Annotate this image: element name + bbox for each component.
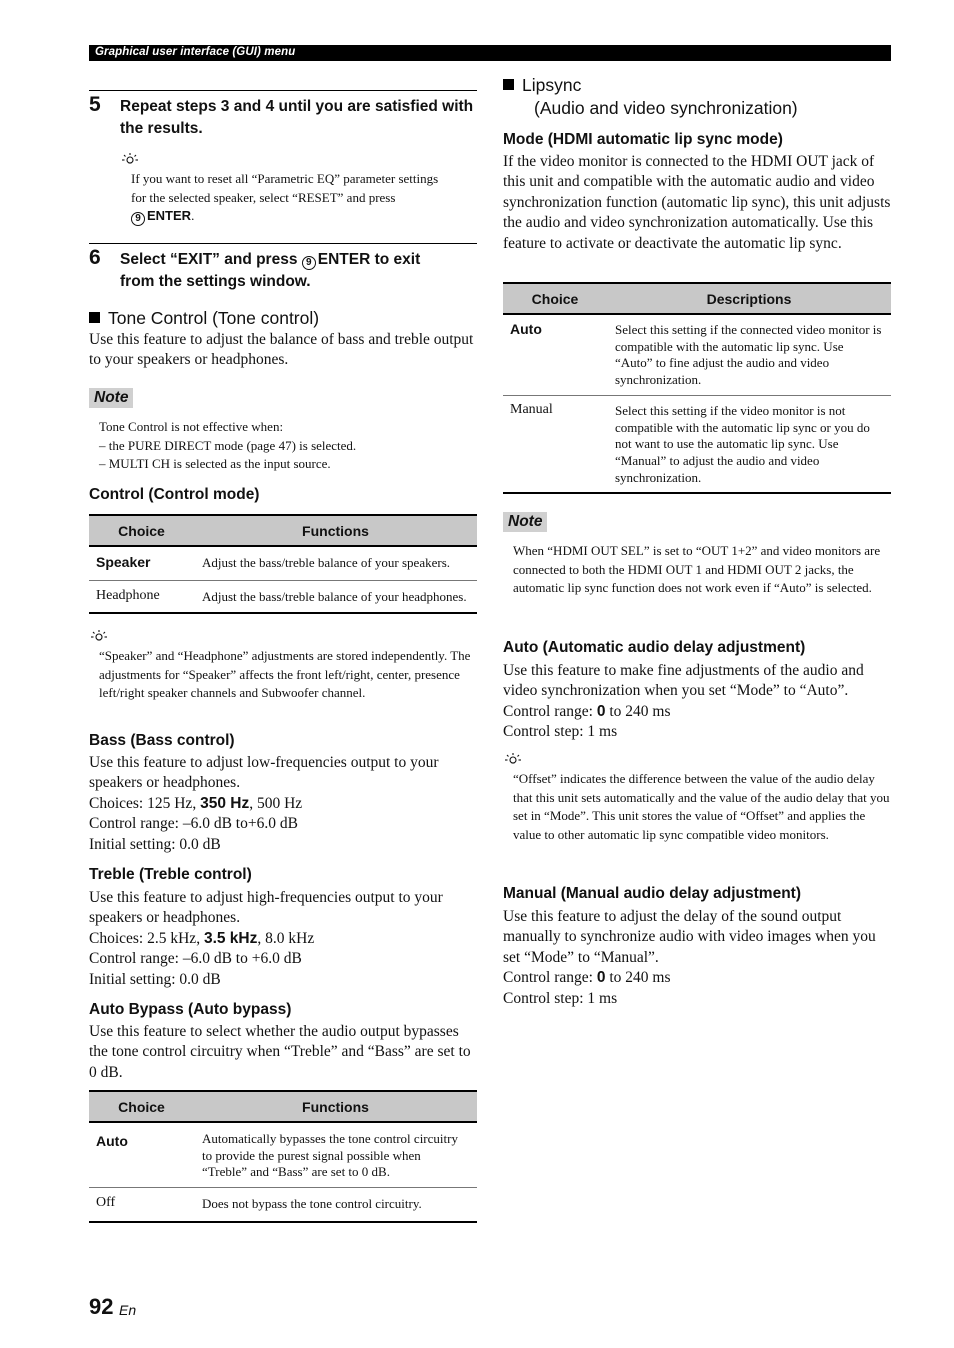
mode-intro: If the video monitor is connected to the HDMI OUT jack of this unit and compatible with the automatic audio and video synchronization function (automatic lip sync), this unit adjusts the audio and video synchronization automatically. Use this feature to activate or deactivate the automatic lip sync.: [503, 153, 891, 252]
page-number: 92: [89, 1294, 114, 1319]
divider: [89, 90, 477, 91]
table-row: Headphone Adjust the bass/treble balance of your headphones.: [89, 580, 477, 613]
header-bar: [89, 45, 891, 61]
control-mode-heading: Control (Control mode): [89, 486, 260, 503]
table-row: Off Does not bypass the tone control circuitry.: [89, 1188, 477, 1222]
step-text: Repeat steps 3 and 4 until you are satisfied with the results.: [120, 98, 474, 137]
step5-tip: If you want to reset all “Parametric EQ” parameter settings for the selected speaker, select “RESET” and press 9 ENTER.: [131, 171, 439, 224]
square-bullet-icon: [503, 79, 514, 90]
auto-bypass-intro: Use this feature to select whether the audio output bypasses the tone control circuitry when “Treble” and “Bass” are set to 0 dB.: [89, 1023, 471, 1081]
default-choice: 3.5 kHz: [203, 929, 258, 947]
enter-key-icon: 9: [302, 256, 316, 270]
default-choice: 350 Hz: [200, 794, 250, 812]
col-descriptions-header: Descriptions: [607, 283, 891, 314]
tip-icon: [121, 152, 139, 166]
bass-body: Use this feature to adjust low-frequencies output to your speakers or headphones. Choices: 125 Hz, 350 Hz, 500 Hz Control range: –6.0 dB to+6.0 dB Initial setting: 0.0 dB: [89, 754, 439, 853]
tone-control-heading: Tone Control (Tone control): [89, 307, 477, 330]
bass-heading: Bass (Bass control): [89, 732, 235, 749]
auto-delay-tip: “Offset” indicates the difference between the value of the audio delay that this unit sets automatically and the value of the audio delay that you set in “Mode”. This unit stores the value of “Offset” and applies the value to other automatic lip sync compatible video monitors.: [513, 771, 890, 842]
auto-delay-heading: Auto (Automatic audio delay adjustment): [503, 639, 806, 656]
manual-delay-heading: Manual (Manual audio delay adjustment): [503, 885, 801, 902]
step-number: 5: [89, 93, 101, 116]
note-badge: Note: [503, 512, 547, 532]
tone-note: Tone Control is not effective when: – the PURE DIRECT mode (page 47) is selected. – MULTI CH is selected as the input source.: [99, 419, 357, 471]
mode-note: When “HDMI OUT SEL” is set to “OUT 1+2” and video monitors are connected to both the HDMI OUT 1 and HDMI OUT 2 jacks, the automatic lip sync function does not work even if “Auto” is selected.: [513, 543, 881, 595]
table-row: Auto Select this setting if the connected video monitor is compatible with the automatic lip sync. Use “Auto” to fine adjust the audio and video synchronization.: [503, 314, 891, 395]
auto-bypass-heading: Auto Bypass (Auto bypass): [89, 1001, 292, 1018]
mode-heading: Mode (HDMI automatic lip sync mode): [503, 131, 783, 148]
default-value: 0: [596, 969, 606, 987]
treble-heading: Treble (Treble control): [89, 866, 252, 883]
col-choice-header: Choice: [89, 515, 194, 546]
tip-icon: [90, 629, 108, 643]
square-bullet-icon: [89, 312, 100, 323]
step-number: 6: [89, 246, 101, 269]
col-functions-header: Functions: [194, 515, 477, 546]
col-functions-header: Functions: [194, 1091, 477, 1122]
page-language: En: [119, 1302, 137, 1318]
lipsync-heading: Lipsync (Audio and video synchronization): [503, 74, 891, 120]
step-6: [89, 246, 477, 296]
auto-delay-body: Use this feature to make fine adjustments of the audio and video synchronization when you set “Mode” to “Auto”. Control range: 0 to 240 ms Control step: 1 ms: [503, 662, 864, 741]
table-row: Auto Automatically bypasses the tone control circuitry to provide the purest signal possible when “Treble” and “Bass” are set to 0 dB.: [89, 1122, 477, 1188]
default-value: 0: [596, 702, 606, 720]
table-row: Manual Select this setting if the video monitor is not compatible with the automatic lip sync or you do not want to use the automatic lip sync. Use “Manual” to adjust the audio and video synchronization.: [503, 395, 891, 493]
control-tip: “Speaker” and “Headphone” adjustments are stored independently. The adjustments for “Speaker” affects the front left/right, center, presence left/right speaker channels and Subwoofer channel.: [99, 648, 471, 700]
col-choice-header: Choice: [503, 283, 607, 314]
header-title: Graphical user interface (GUI) menu: [95, 46, 296, 58]
control-mode-table: [89, 514, 477, 614]
note-badge: Note: [89, 388, 133, 408]
divider: [89, 243, 477, 244]
tip-icon: [504, 752, 522, 766]
manual-delay-body: Use this feature to adjust the delay of the sound output manually to synchronize audio with video images when you set “Mode” to “Manual”. Control range: 0 to 240 ms Control step: 1 ms: [503, 908, 876, 1007]
step-text: Select “EXIT” and press 9 ENTER to exit from the settings window.: [120, 251, 421, 290]
step-5: [89, 93, 477, 143]
mode-table: [503, 282, 891, 494]
auto-bypass-table: [89, 1090, 477, 1223]
treble-body: Use this feature to adjust high-frequencies output to your speakers or headphones. Choices: 2.5 kHz, 3.5 kHz, 8.0 kHz Control range: –6.0 dB to +6.0 dB Initial setting: 0.0 dB: [89, 889, 443, 988]
tone-intro: Use this feature to adjust the balance of bass and treble output to your speakers or headphones.: [89, 331, 474, 369]
col-choice-header: Choice: [89, 1091, 194, 1122]
enter-key-icon: 9: [131, 212, 145, 226]
table-row: Speaker Adjust the bass/treble balance of your speakers.: [89, 546, 477, 580]
